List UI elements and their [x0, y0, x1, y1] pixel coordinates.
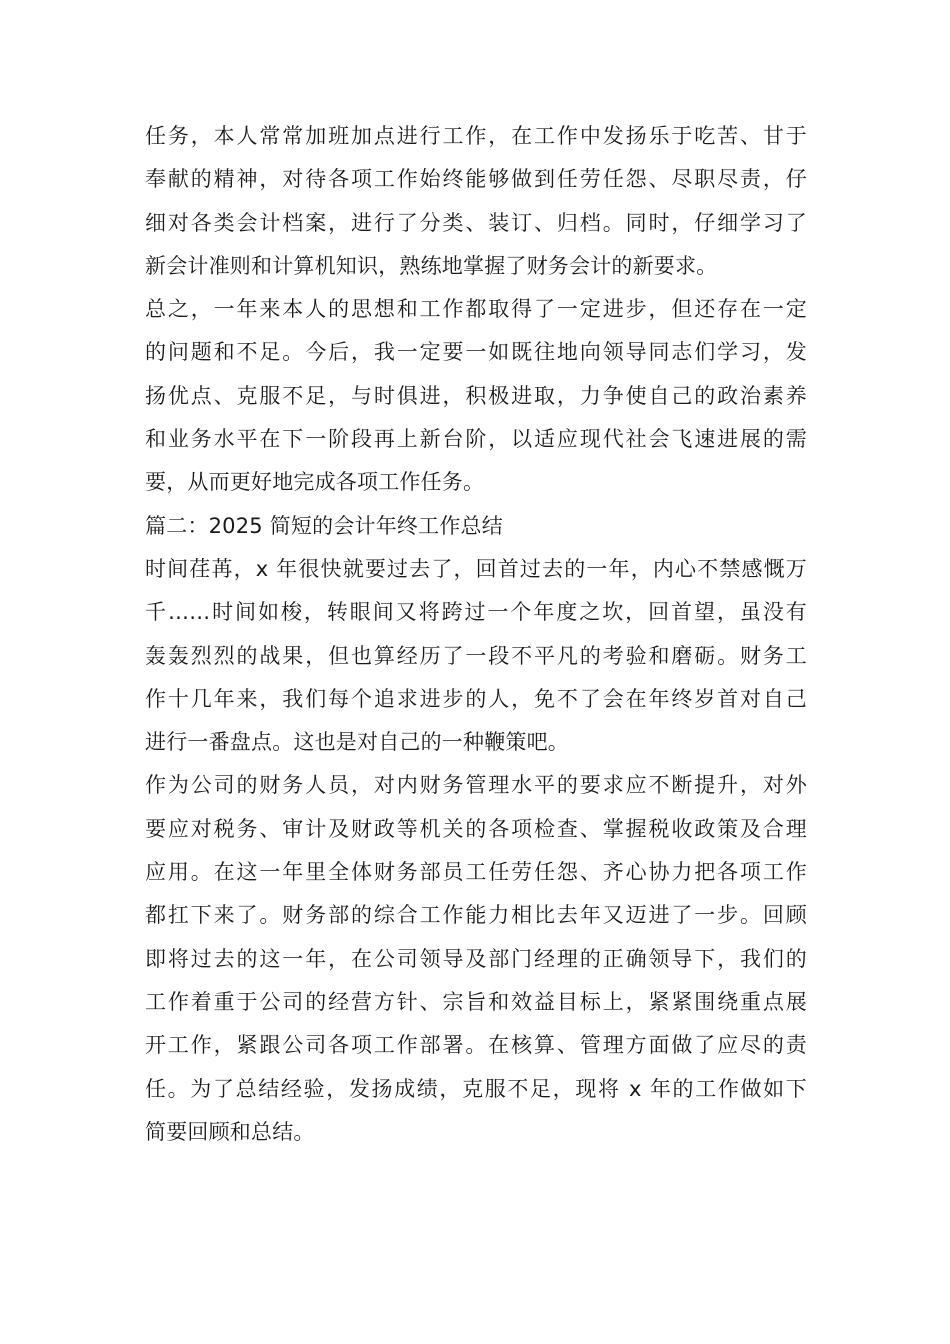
text-line: 扬优点、克服不足，与时俱进，积极进取，力争使自己的政治素养 — [145, 383, 807, 408]
text-line: 轰轰烈烈的战果，但也算经历了一段不平凡的考验和磨砺。财务工 — [145, 643, 807, 668]
text-line: 进行一番盘点。这也是对自己的一种鞭策吧。 — [145, 730, 569, 755]
text-line: 要，从而更好地完成各项工作任务。 — [145, 470, 485, 495]
text-line: 的问题和不足。今后，我一定要一如既往地向领导同志们学习，发 — [145, 340, 807, 365]
text-line: 应用。在这一年里全体财务部员工任劳任怨、齐心协力把各项工作 — [145, 860, 807, 885]
text-line: 总之，一年来本人的思想和工作都取得了一定进步，但还存在一定 — [145, 297, 807, 322]
text-line: 和业务水平在下一阶段再上新台阶，以适应现代社会飞速进展的需 — [145, 427, 807, 452]
text-line: 要应对税务、审计及财政等机关的各项检查、掌握税收政策及合理 — [145, 816, 807, 841]
text-line: 时间荏苒，x 年很快就要过去了，回首过去的一年，内心不禁感慨万 — [145, 556, 807, 581]
text-line: 新会计准则和计算机知识，熟练地掌握了财务会计的新要求。 — [145, 253, 718, 278]
section-heading: 篇二：2025 简短的会计年终工作总结 — [145, 513, 503, 538]
paragraph-4 — [145, 764, 807, 1154]
text-line: 任。为了总结经验，发扬成绩，克服不足，现将 x 年的工作做如下 — [145, 1076, 807, 1101]
paragraph-3 — [145, 548, 807, 764]
paragraph-2 — [145, 288, 807, 504]
text-line: 千……时间如梭，转眼间又将跨过一个年度之坎，回首望，虽没有 — [145, 600, 807, 625]
text-line: 细对各类会计档案，进行了分类、装订、归档。同时，仔细学习了 — [145, 210, 807, 235]
text-line: 任务，本人常常加班加点进行工作，在工作中发扬乐于吃苦、甘于 — [145, 124, 807, 148]
text-line: 简要回顾和总结。 — [145, 1119, 315, 1144]
text-line: 都扛下来了。财务部的综合工作能力相比去年又迈进了一步。回顾 — [145, 903, 807, 928]
paragraph-1 — [145, 115, 807, 288]
text-line: 作为公司的财务人员，对内财务管理水平的要求应不断提升，对外 — [145, 773, 807, 798]
document-body — [145, 115, 807, 1154]
text-line: 即将过去的这一年，在公司领导及部门经理的正确领导下，我们的 — [145, 946, 807, 971]
text-line: 奉献的精神，对待各项工作始终能够做到任劳任怨、尽职尽责，仔 — [145, 167, 807, 192]
text-line: 开工作，紧跟公司各项工作部署。在核算、管理方面做了应尽的责 — [145, 1033, 807, 1058]
text-line: 工作着重于公司的经营方针、宗旨和效益目标上，紧紧围绕重点展 — [145, 989, 807, 1014]
text-line: 作十几年来，我们每个追求进步的人，免不了会在年终岁首对自己 — [145, 686, 807, 711]
